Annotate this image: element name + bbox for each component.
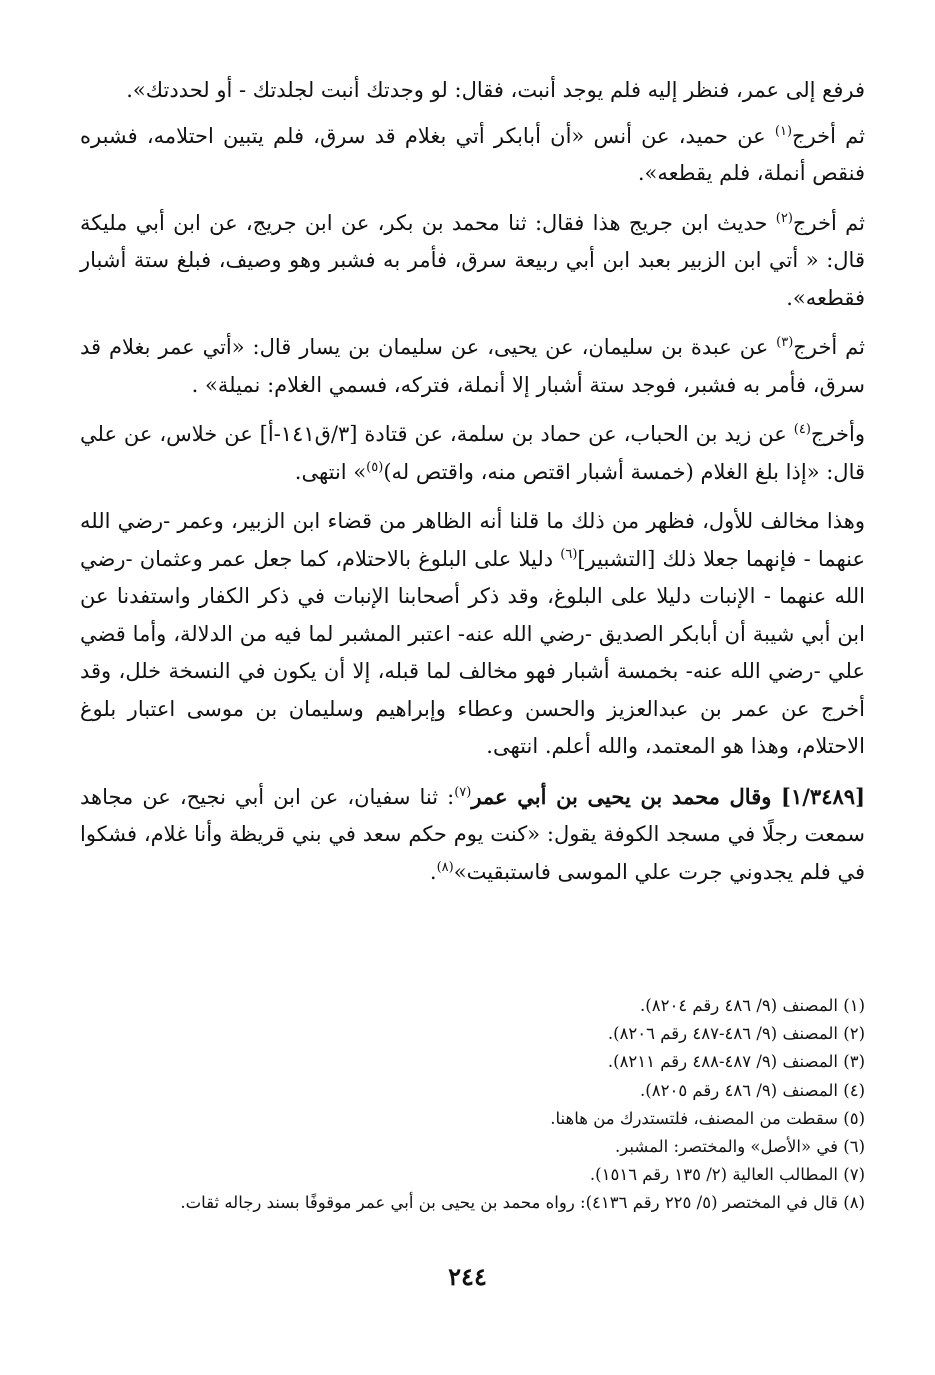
paragraph-text: حديث ابن جريج هذا فقال: ثنا محمد بن بكر، عن ابن جريج، عن ابن أبي مليكة قال: « أتي ابن الزبير بعبد ابن أبي ربيعة سرق، فأمر به فشبر وهو وصيف، فبلغ ستة أشبار فقطعه». <box>80 210 865 310</box>
paragraph-text: . <box>429 859 437 884</box>
footnote-7: (٧) المطالب العالية (٢/ ١٣٥ رقم ١٥١٦). <box>589 1165 865 1185</box>
paragraph-text: عن زيد بن الحباب، عن حماد بن سلمة، عن قتادة [٣/ق١٤١-أ] عن خلاس، عن علي قال: «إذا بلغ الغلام (خمسة أشبار اقتص منه، واقتص له) <box>80 422 865 484</box>
footnote-4: (٤) المصنف (٩/ ٤٨٦ رقم ٨٢٠٥). <box>640 1080 865 1100</box>
paragraph-2 <box>80 118 865 193</box>
main-text <box>80 72 865 903</box>
paragraph-text: » انتهى. <box>294 459 367 484</box>
narration-heading: [١/٣٤٨٩] وقال محمد بن يحيى بن أبي عمر <box>471 783 865 809</box>
paragraph-7 <box>80 778 865 892</box>
footnote-6: (٦) في «الأصل» والمختصر: المشبر. <box>615 1137 865 1157</box>
footnote-2: (٢) المصنف (٩/ ٤٨٦-٤٨٧ رقم ٨٢٠٦). <box>607 1024 865 1044</box>
paragraph-text: فرفع إلى عمر، فنظر إليه فلم يوجد أنبت، فقال: لو وجدتك أنبت لجلدتك - أو لحددتك». <box>126 78 865 102</box>
footnote-ref-4[interactable]: (٤) <box>793 422 811 437</box>
footnote-ref-6[interactable]: (٦) <box>560 546 578 562</box>
paragraph-4 <box>80 329 865 404</box>
paragraph-text: ثم أخرج <box>792 210 865 235</box>
paragraph-3 <box>80 205 865 318</box>
paragraph-5 <box>80 416 865 491</box>
footnote-ref-1[interactable]: (١) <box>774 123 793 139</box>
paragraph-6 <box>80 503 865 766</box>
paragraph-text: دليلا على البلوغ بالاحتلام، كما جعل عمر وعثمان -رضي الله عنهما - الإنبات دليلا على البلوغ، وقد ذكر أصحابنا الإنبات في ذكر الكفار واستفدنا عن ابن أبي شيبة أن أبابكر الصديق -رضي الله عنه- اعتبر المشبر لما فيه من الدلالة، وأما قضي علي -رضي الله عنه- بخمسة أشبار فهو مخالف لما قبله، إلا أن يكون في النسخة خلل، وقد أخرج عن عمر بن عبدالعزيز والحسن وعطاء وإبراهيم وسليمان بن موسى اعتبار بلوغ الاحتلام، وهذا هو المعتمد، والله أعلم. انتهى. <box>80 546 865 758</box>
footnotes <box>80 992 865 1218</box>
footnote-ref-3[interactable]: (٣) <box>776 335 794 350</box>
paragraph-text: : ثنا سفيان، عن ابن أبي نجيح، عن مجاهد سمعت رجلًا في مسجد الكوفة يقول: «كنت يوم حكم سعد في بني قريظة وأنا غلام، فشكوا في فلم يجدوني جرت علي الموسى فاستبقيت» <box>80 784 865 884</box>
paragraph-text: ثم أخرج <box>793 335 865 359</box>
page-number: ٢٤٤ <box>448 1262 487 1291</box>
paragraph-text: ثم أخرج <box>792 123 865 148</box>
footnote-3: (٣) المصنف (٩/ ٤٨٧-٤٨٨ رقم ٨٢١١). <box>607 1052 865 1072</box>
footnote-ref-2[interactable]: (٢) <box>775 210 793 226</box>
paragraph-text: عن عبدة بن سليمان، عن يحيى، عن سليمان بن يسار قال: «أتي عمر بغلام قد سرق، فأمر به فشبر، فوجد ستة أشبار إلا أنملة، فتركه، فسمي الغلام: نميلة» . <box>80 335 865 397</box>
paragraph-text: وهذا مخالف للأول، فظهر من ذلك ما قلنا أنه الظاهر من قضاء ابن الزبير، وعمر -رضي الله عنهما - فإنهما جعلا ذلك [التشبير] <box>80 509 865 571</box>
paragraph-text: عن حميد، عن أنس «أن أبابكر أتي بغلام قد سرق، فلم يتبين احتلامه، فشبره فنقص أنملة، فلم يقطعه». <box>80 123 865 185</box>
footnote-ref-8[interactable]: (٨) <box>436 859 454 875</box>
footnote-1: (١) المصنف (٩/ ٤٨٦ رقم ٨٢٠٤). <box>640 996 865 1015</box>
footnote-ref-5[interactable]: (٥) <box>366 459 384 475</box>
paragraph-1 <box>80 72 865 110</box>
paragraph-text: وأخرج <box>810 422 865 446</box>
footnote-8: (٨) قال في المختصر (٥/ ٢٢٥ رقم ٤١٣٦): رواه محمد بن يحيى بن أبي عمر موقوفًا بسند رجاله ثقات. <box>180 1193 865 1213</box>
footnote-5: (٥) سقطت من المصنف، فلتستدرك من هاهنا. <box>550 1108 865 1128</box>
footnote-ref-7[interactable]: (٧) <box>454 784 472 800</box>
